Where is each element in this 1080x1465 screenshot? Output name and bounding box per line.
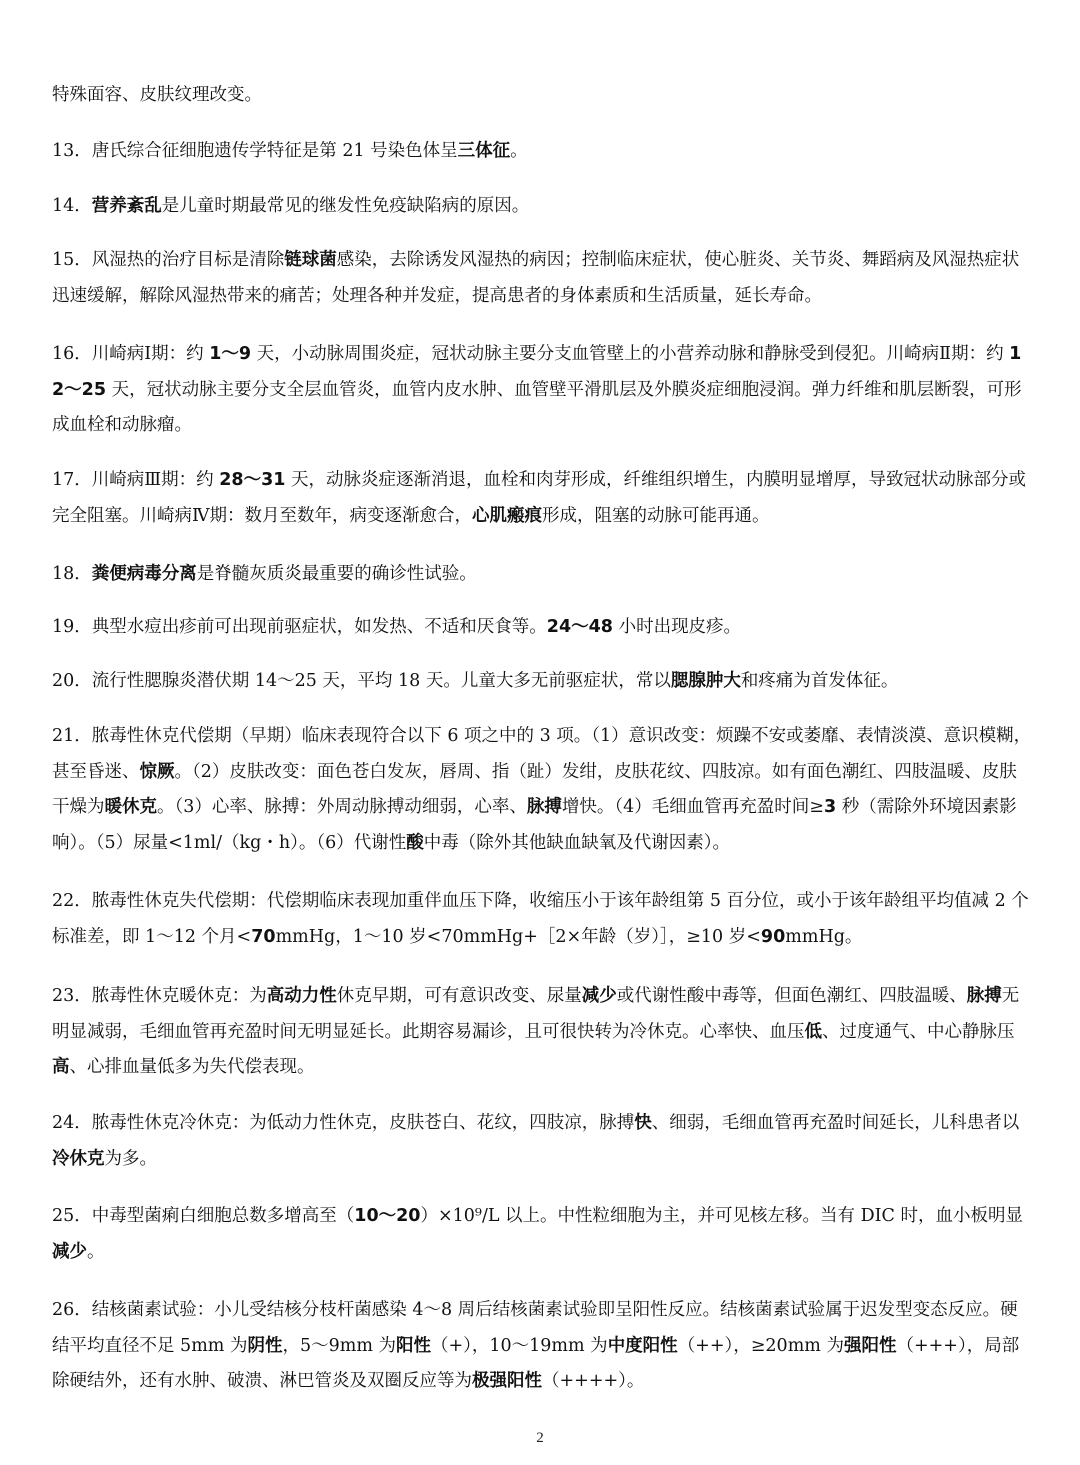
body-text: （++），≥20mm 为 <box>677 1335 844 1356</box>
emphasis-text: 极强阳性 <box>472 1371 542 1391</box>
body-text: 、细弱，毛细血管再充盈时间延长，儿科患者以 <box>651 1113 1020 1133</box>
emphasis-text: 低 <box>804 1021 822 1042</box>
body-text: 秒（需除外环境因素影响）。（5）尿量<1ml/（kg・h）。（6）代谢性 <box>52 797 1017 853</box>
emphasis-text: 阴性 <box>247 1335 283 1356</box>
body-text: 无明显减弱，毛细血管再充盈时间无明显延长。此期容易漏诊，且可很快转为冷休克。心率快、血压 <box>52 986 1020 1042</box>
body-text: （++++）。 <box>542 1371 645 1391</box>
body-text: 25．中毒型菌痢白细胞总数多增高至（ <box>52 1206 355 1226</box>
paragraph-item-23 <box>52 979 1032 1086</box>
body-text: 形成，阻塞的动脉可能再通。 <box>541 505 770 526</box>
emphasis-text: 高 <box>52 1057 70 1077</box>
body-text: 休克早期，可有意识改变、尿量 <box>336 986 582 1006</box>
body-text: 增快。（4）毛细血管再充盈时间≥ <box>561 797 824 817</box>
body-text: （+++），局部除硬结外，还有水肿、破溃、淋巴管炎及双圈反应等为 <box>52 1335 1020 1391</box>
emphasis-text: 高动力性 <box>266 986 337 1006</box>
body-text: 为多。 <box>104 1148 157 1169</box>
body-text: ）×10⁹/L 以上。中性粒细胞为主，并可见核左移。当有 DIC 时，血小板明显 <box>420 1206 1023 1226</box>
paragraph-item-13 <box>52 134 1032 170</box>
paragraph-item-24 <box>52 1106 1032 1177</box>
body-text: 22．脓毒性休克失代偿期：代偿期临床表现加重伴血压下降，收缩压小于该年龄组第 5 百分位，或小于该年龄组平均值减 2 个标准差，即 1～12 个月< <box>52 891 1029 947</box>
emphasis-text: 腮腺肿大 <box>670 671 741 691</box>
emphasis-text: 减少 <box>581 986 617 1006</box>
body-text: 15．风湿热的治疗目标是清除 <box>52 250 285 270</box>
body-text: 感染，去除诱发风湿热的病因；控制临床症状，使心脏炎、关节炎、舞蹈病及风湿热症状迅速缓解，解除风湿热带来的痛苦；处理各种并发症，提高患者的身体素质和生活质量，延长寿命。 <box>52 250 1020 306</box>
emphasis-text: 脉搏 <box>526 797 562 817</box>
body-text: 。（2）皮肤改变：面色苍白发灰，唇周、指（趾）发绀，皮肤花纹、四肢凉。如有面色潮红、四肢温暖、皮肤干燥为 <box>52 761 1017 817</box>
body-text: 是儿童时期最常见的继发性免疫缺陷病的原因。 <box>161 196 530 216</box>
paragraph-item-20 <box>52 664 1032 700</box>
body-text: 是脊髓灰质炎最重要的确诊性试验。 <box>196 564 477 584</box>
paragraph-item-21 <box>52 719 1032 861</box>
paragraph-item-17 <box>52 463 1032 534</box>
body-text: ，5～9mm 为 <box>282 1335 396 1356</box>
body-text: 。（3）心率、脉搏：外周动脉搏动细弱，心率、 <box>157 797 527 817</box>
body-text: 16．川崎病Ⅰ期：约 <box>52 344 210 364</box>
body-text: 。 <box>87 1241 105 1262</box>
body-text: 18． <box>52 564 92 584</box>
emphasis-text: 粪便病毒分离 <box>91 564 197 584</box>
body-text: 天，小动脉周围炎症，冠状动脉主要分支血管壁上的小营养动脉和静脉受到侵犯。川崎病Ⅱ期：约 <box>251 344 1010 364</box>
body-text: 17．川崎病Ⅲ期：约 <box>52 470 220 490</box>
emphasis-text: 链球菌 <box>284 250 337 270</box>
emphasis-text: 强阳性 <box>843 1335 897 1356</box>
body-text: 19．典型水痘出疹前可出现前驱症状，如发热、不适和厌食等。 <box>52 617 547 637</box>
emphasis-text: 三体征 <box>457 141 511 161</box>
paragraph-item-15 <box>52 243 1032 314</box>
emphasis-text: 冷休克 <box>52 1148 105 1169</box>
paragraph-item-26 <box>52 1293 1032 1400</box>
emphasis-text: 营养紊乱 <box>91 196 162 216</box>
body-text: 、过度通气、中心静脉压 <box>822 1021 1015 1042</box>
body-text: 、心排血量低多为失代偿表现。 <box>69 1057 315 1077</box>
body-text: 天，动脉炎症逐渐消退，血栓和肉芽形成，纤维组织增生，内膜明显增厚，导致冠状动脉部分或完全阻塞。川崎病Ⅳ期：数月至数年，病变逐渐愈合， <box>52 470 1026 526</box>
emphasis-text: 快 <box>634 1113 652 1133</box>
emphasis-text: 减少 <box>52 1241 87 1262</box>
body-text: 23．脓毒性休克暖休克：为 <box>52 986 267 1006</box>
emphasis-text: 28～31 <box>219 470 286 490</box>
body-text: mmHg。 <box>785 926 863 947</box>
emphasis-text: 12～25 <box>52 344 1022 400</box>
body-text: mmHg，1～10 岁<70mmHg+［2×年龄（岁）］，≥10 岁< <box>275 926 761 947</box>
emphasis-text: 10～20 <box>354 1206 421 1226</box>
body-text: 中毒（除外其他缺血缺氧及代谢因素）。 <box>423 832 730 853</box>
body-text: 20．流行性腮腺炎潜伏期 14～25 天，平均 18 天。儿童大多无前驱症状，常以 <box>52 671 671 691</box>
emphasis-text: 脉搏 <box>966 986 1002 1006</box>
paragraph-item-16 <box>52 337 1032 444</box>
paragraph-item-19 <box>52 610 1032 646</box>
body-text: 24．脓毒性休克冷休克：为低动力性休克，皮肤苍白、花纹，四肢凉，脉搏 <box>52 1113 635 1133</box>
body-text: 小时出现皮疹。 <box>613 617 742 637</box>
emphasis-text: 酸 <box>406 832 424 853</box>
body-text: （+），10～19mm 为 <box>430 1335 608 1356</box>
page-number: 2 <box>536 1430 544 1446</box>
paragraph-item-18 <box>52 557 1032 593</box>
emphasis-text: 70 <box>251 926 276 947</box>
paragraph-item-25 <box>52 1199 1032 1270</box>
emphasis-text: 暖休克 <box>104 797 157 817</box>
emphasis-text: 心肌瘢痕 <box>471 505 542 526</box>
emphasis-text: 24～48 <box>546 617 613 637</box>
body-text: 13．唐氏综合征细胞遗传学特征是第 21 号染色体呈 <box>52 141 458 161</box>
body-text: 14． <box>52 196 92 216</box>
paragraph-item-14 <box>52 189 1032 225</box>
body-text: 。 <box>510 141 528 161</box>
body-text: 天，冠状动脉主要分支全层血管炎，血管内皮水肿、血管壁平滑肌层及外膜炎症细胞浸润。弹力纤维和肌层断裂，可形成血栓和动脉瘤。 <box>52 379 1022 435</box>
emphasis-text: 3 <box>823 797 837 817</box>
emphasis-text: 阳性 <box>395 1335 431 1356</box>
emphasis-text: 惊厥 <box>139 761 175 782</box>
body-text: 或代谢性酸中毒等，但面色潮红、四肢温暖、 <box>616 986 967 1006</box>
paragraph-item-22 <box>52 884 1032 955</box>
body-text: 26．结核菌素试验：小儿受结核分枝杆菌感染 4～8 周后结核菌素试验即呈阳性反应。结核菌素试验属于迟发型变态反应。硬结平均直径不足 5mm 为 <box>52 1300 1018 1356</box>
body-text: 21．脓毒性休克代偿期（早期）临床表现符合以下 6 项之中的 3 项。（1）意识改变：烦躁不安或萎靡、表情淡漠、意识模糊，甚至昏迷、 <box>52 726 1032 782</box>
emphasis-text: 中度阳性 <box>607 1335 678 1356</box>
body-text: 和疼痛为首发体征。 <box>740 671 899 691</box>
body-text: 特殊面容、皮肤纹理改变。 <box>52 85 262 105</box>
paragraph-continuation <box>52 78 1032 114</box>
emphasis-text: 1～9 <box>209 344 252 364</box>
emphasis-text: 90 <box>760 926 786 947</box>
